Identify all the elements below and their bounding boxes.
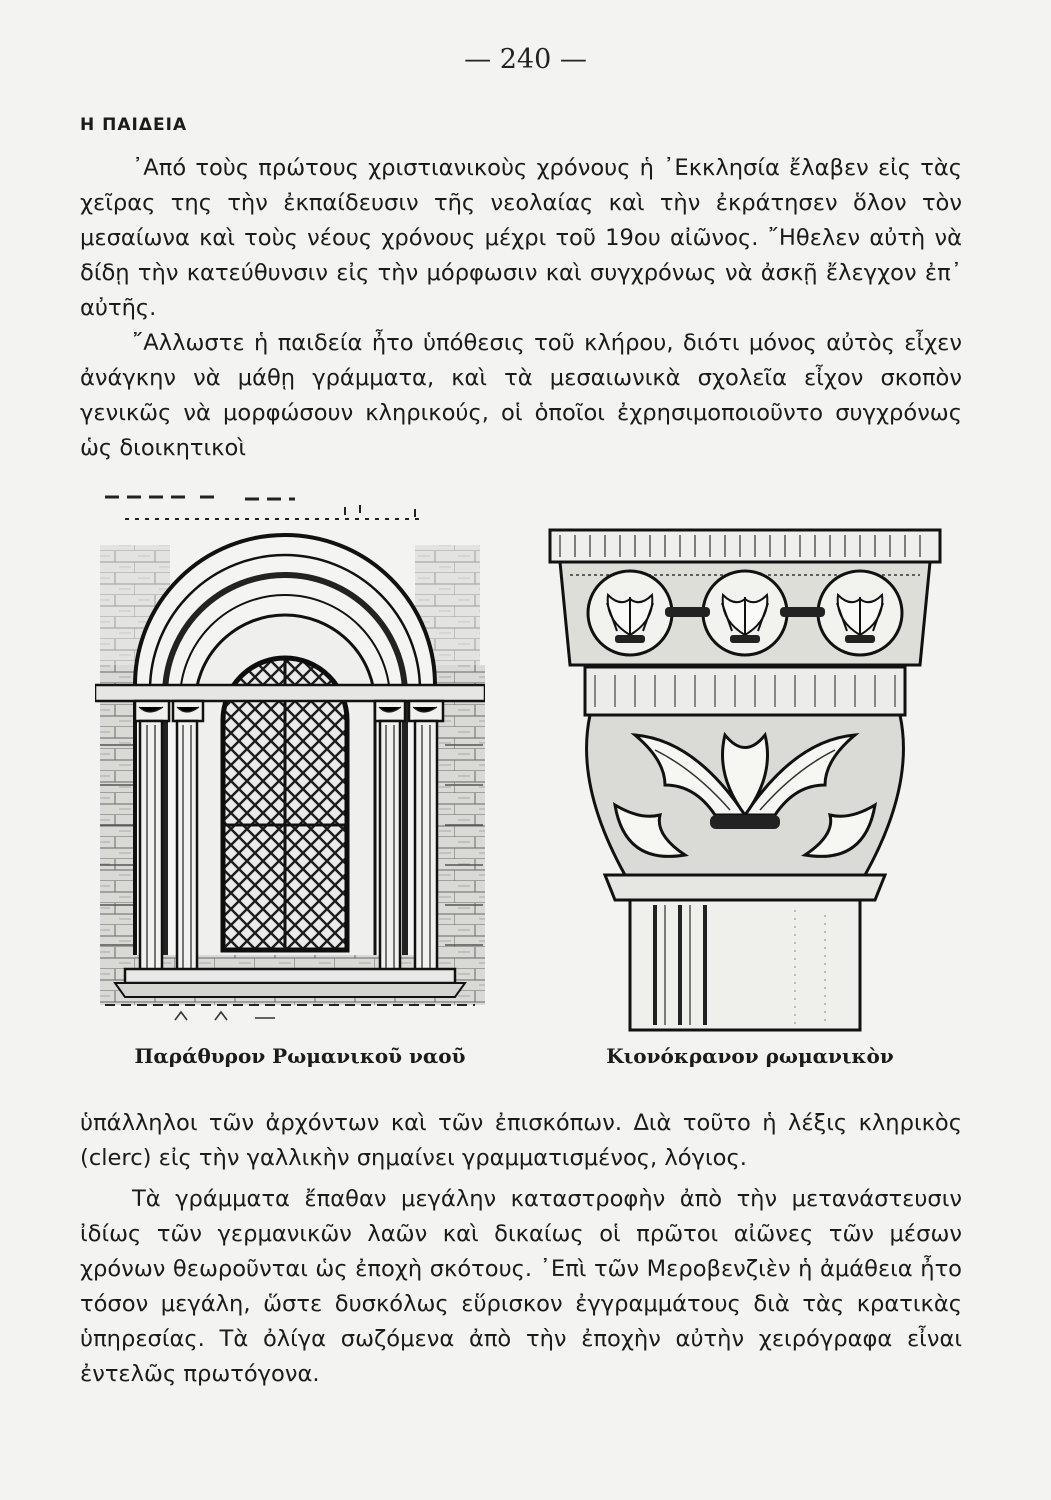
romanesque-window-drawing: [95, 485, 485, 1035]
bottom-text-block: [80, 1106, 962, 1392]
caption-romanesque-capital: Κιονόκρανον ρωμανικὸν: [606, 1044, 894, 1068]
paragraph-church-education: ᾿Από τοὺς πρώτους χριστιανικοὺς χρόνους ἡ ᾿Εκκλησία ἔλαβεν εἰς τὰς χεῖρας της τὴν ἐκπαίδευσιν τῆς νεολαίας καὶ τὴν ἐκράτησεν ὅλον τὸν μεσαίωνα καὶ τοὺς νέους χρόνους μέχρι τοῦ 19ου αἰῶνος. ῎Ηθελεν αὐτὴ νὰ δίδῃ τὴν κατεύθυνσιν εἰς τὴν μόρφωσιν καὶ συγχρόνως νὰ ἀσκῇ ἔλεγχον ἐπ᾿ αὐτῆς.: [80, 155, 962, 321]
running-header: Η ΠΑΙΔΕΙΑ: [80, 115, 188, 135]
page-number: — 240 —: [464, 44, 587, 75]
romanesque-capital-illustration: [545, 485, 945, 1035]
paragraph-clergy-education: ῎Αλλωστε ἡ παιδεία ἦτο ὑπόθεσις τοῦ κλήρου, διότι μόνος αὐτὸς εἶχεν ἀνάγκην νὰ μάθῃ γράμματα, καὶ τὰ μεσαιωνικὰ σχολεῖα εἶχον σκοπὸν γενικῶς νὰ μορφώσουν κληρικούς, οἱ ὁποῖοι ἐχρησιμοποιοῦντο συγχρόνως ὡς διοικητικοὶ: [80, 330, 962, 461]
romanesque-window-illustration: [95, 485, 485, 1035]
top-text-block: [80, 151, 962, 466]
romanesque-capital-drawing: [545, 485, 945, 1035]
caption-romanesque-window: Παράθυρον Ρωμανικοῦ ναοῦ: [134, 1044, 466, 1068]
paragraph-dark-ages: Τὰ γράμματα ἔπαθαν μεγάλην καταστροφὴν ἀπὸ τὴν μετανάστευσιν ἰδίως τῶν γερμανικῶν λαῶν καὶ δικαίως οἱ πρῶτοι αἰῶνες τῶν μέσων χρόνων θεωροῦνται ὡς ἐποχὴ σκότους. ᾿Επὶ τῶν Μεροβενζιὲν ἡ ἀμάθεια ἦτο τόσον μεγάλη, ὥστε δυσκόλως εὕρισκον ἐγγραμμάτους διὰ τὰς κρατικὰς ὑπηρεσίας. Τὰ ὀλίγα σωζόμενα ἀπὸ τὴν ἐποχὴν αὐτὴν χειρόγραφα εἶναι ἐντελῶς πρωτόγονα.: [80, 1186, 962, 1387]
paragraph-clerc-meaning: ὑπάλληλοι τῶν ἀρχόντων καὶ τῶν ἐπισκόπων. Διὰ τοῦτο ἡ λέξις κληρικὸς (clerc) εἰς τὴν γαλλικὴν σημαίνει γραμματισμένος, λόγιος.: [80, 1110, 962, 1171]
